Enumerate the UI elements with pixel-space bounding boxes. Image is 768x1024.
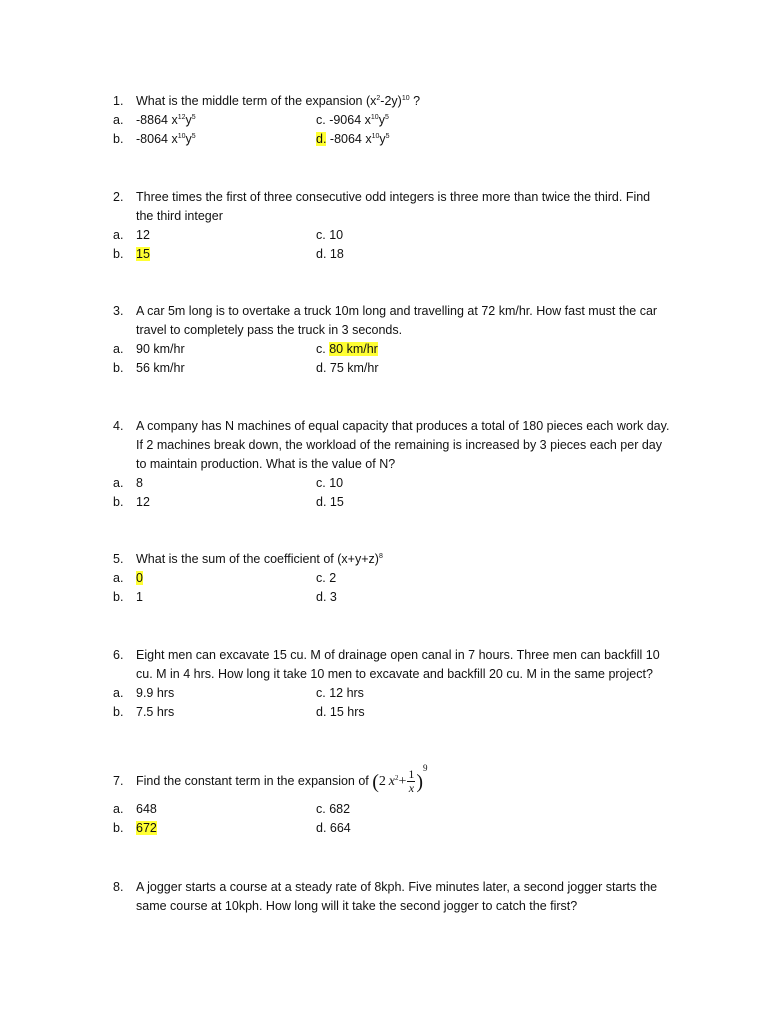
option-a-text: 8 [136,476,143,490]
option-d-text: d. 18 [316,247,344,261]
question-text: A company has N machines of equal capacity that produces a total of 180 pieces each work day. [136,419,670,433]
question-text: Find the constant term in the expansion of (2 $x^2+$ $\frac{1}{x}$ )$^9$ [136,762,428,796]
question-number: 8. [113,880,124,894]
question-text: travel to completely pass the truck in 3 seconds. [136,323,403,337]
option-b-text [136,819,157,837]
question-text: same course at 10kph. How long will it take the second jogger to catch the first? [136,899,578,913]
option-c-text: c. -9064 $x^{10}y^5$ [316,113,389,127]
question-text: A car 5m long is to overtake a truck 10m long and travelling at 72 km/hr. How fast must the car [136,304,658,318]
option-c-text: c. 80 km/hr [316,342,378,356]
option-a-text: 12 [136,228,150,242]
option-a-text: 90 km/hr [136,342,185,356]
question-number: 2. [113,190,124,204]
option-b-label: b. [113,495,124,509]
answer-highlight: 80 km/hr [329,342,378,356]
question-text: If 2 machines break down, the workload of the remaining is increased by 3 pieces each per day [136,438,662,452]
option-c-text: c. 682 [316,802,351,816]
fraction: $\frac{1}{x}$ [408,767,415,796]
question-number: 5. [113,552,124,566]
math-expression: (2 $x^2+$ $\frac{1}{x}$ )$^9$ [372,762,428,796]
option-d-text: d. 15 hrs [316,705,365,719]
question-text: the third integer [136,209,223,223]
option-a-label: a. [113,802,124,816]
option-b-text: 12 [136,495,150,509]
option-a-text: 648 [136,802,157,816]
question-number: 1. [113,94,124,108]
option-b-label: b. [113,247,124,261]
answer-highlight: 672 [136,821,157,835]
question-text: What is the middle term of the expansion $(x^2-2y)^{10}$ ? [136,94,421,108]
question-text: to maintain production. What is the value of N? [136,457,396,471]
option-a-label: a. [113,476,124,490]
question-number: 6. [113,648,124,662]
option-d-text: d. -8064 $x^{10}y^5$ [316,132,390,146]
option-a-text: 9.9 hrs [136,686,175,700]
question-text: What is the sum of the coefficient of $(x+y+z)^8$ [136,552,383,566]
option-b-label: b. [113,821,124,835]
option-a-label: a. [113,342,124,356]
option-d-text: d. 15 [316,495,344,509]
option-b-label: b. [113,705,124,719]
option-b-text: 1 [136,590,143,604]
option-d-text: d. 3 [316,590,337,604]
question-text: Eight men can excavate 15 cu. M of drainage open canal in 7 hours. Three men can backfill 10 [136,648,660,662]
option-b-label: b. [113,132,124,146]
option-b-text: 56 km/hr [136,361,185,375]
option-d-text: d. 664 [316,821,351,835]
question-number: 3. [113,304,124,318]
option-a-label: a. [113,571,124,585]
question-text: Three times the first of three consecutive odd integers is three more than twice the third. Find [136,190,651,204]
option-d-text: d. 75 km/hr [316,361,379,375]
option-c-text: c. 12 hrs [316,686,364,700]
option-a-label: a. [113,113,124,127]
option-b-text: 7.5 hrs [136,705,175,719]
option-b-label: b. [113,361,124,375]
answer-highlight: d. [316,132,327,146]
option-a-label: a. [113,686,124,700]
option-c-text: c. 2 [316,571,337,585]
option-b-label: b. [113,590,124,604]
question-text: A jogger starts a course at a steady rate of 8kph. Five minutes later, a second jogger starts the [136,880,658,894]
option-a-text [136,569,143,587]
option-a-label: a. [113,228,124,242]
option-c-text: c. 10 [316,476,344,490]
question-number: 7. [113,774,124,788]
question-number: 4. [113,419,124,433]
option-a-text: -8864 $x^{12}y^5$ [136,113,196,127]
question-text: cu. M in 4 hrs. How long it take 10 men to excavate and backfill 20 cu. M in the same project? [136,667,653,681]
option-b-text: -8064 $x^{10}y^5$ [136,132,196,146]
answer-highlight: 0 [136,571,143,585]
answer-highlight: 15 [136,247,150,261]
option-c-text: c. 10 [316,228,344,242]
option-b-text [136,245,150,263]
